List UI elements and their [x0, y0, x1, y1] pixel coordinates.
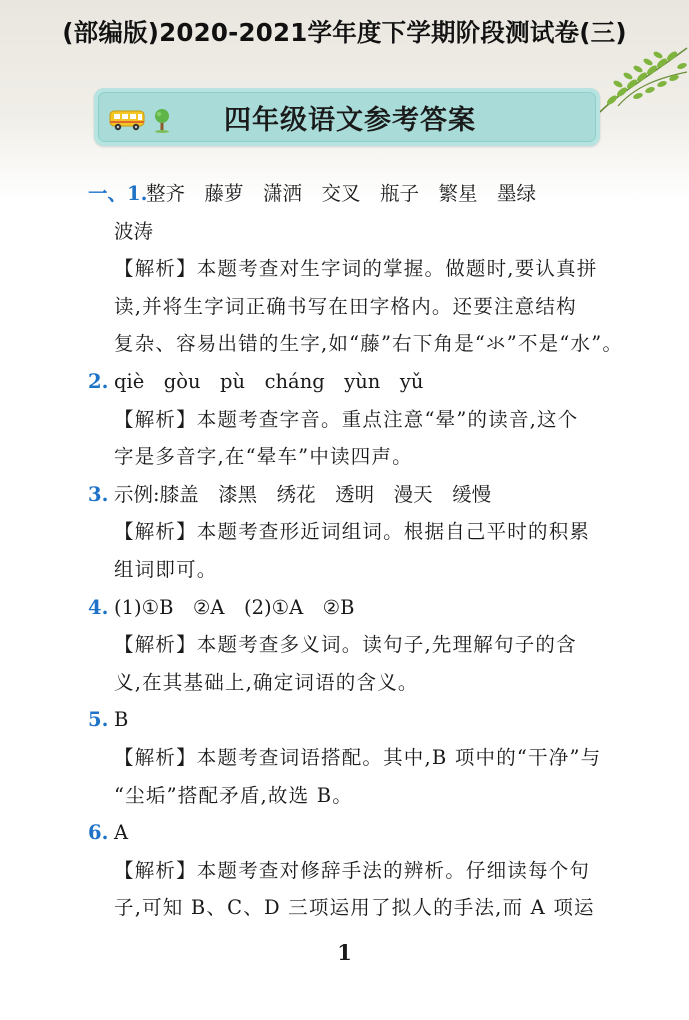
question-block — [88, 589, 608, 702]
analysis-line: 【解析】本题考查词语搭配。其中,B 项中的“干净”与 — [114, 745, 602, 769]
answer-line — [88, 701, 608, 739]
answer-sheet-title: 四年级语文参考答案 — [224, 104, 476, 136]
analysis-row — [88, 889, 608, 927]
analysis-line: 义,在其基础上,确定词语的含义。 — [114, 670, 419, 694]
analysis-line: 字是多音字,在“晕车”中读四声。 — [114, 445, 413, 469]
analysis-row — [88, 438, 608, 476]
question-block — [88, 701, 608, 814]
question-number: 一、1. — [88, 182, 148, 205]
question-number: 6. — [88, 821, 109, 845]
answer-text: A — [114, 821, 129, 845]
question-block — [88, 814, 608, 927]
analysis-row — [88, 288, 608, 326]
analysis-row — [88, 325, 624, 363]
answer-line — [88, 589, 608, 627]
analysis-line: “尘垢”搭配矛盾,故选 B。 — [114, 783, 353, 807]
analysis-row — [88, 250, 608, 288]
question-block — [88, 175, 624, 363]
analysis-row — [88, 739, 608, 777]
analysis-row — [88, 401, 608, 439]
answer-text: 整齐 藤萝 潇洒 交叉 瓶子 繁星 墨绿 — [146, 182, 537, 205]
analysis-line: 【解析】本题考查对生字词的掌握。做题时,要认真拼 — [114, 257, 598, 281]
answer-line — [88, 175, 608, 213]
title-banner — [94, 88, 600, 146]
answer-text: B — [114, 708, 129, 732]
analysis-row — [88, 664, 608, 702]
page-number: 1 — [337, 940, 352, 965]
analysis-line: 【解析】本题考查多义词。读句子,先理解句子的含 — [114, 633, 577, 657]
analysis-line: 【解析】本题考查对修辞手法的辨析。仔细读每个句 — [114, 858, 591, 882]
analysis-row — [88, 626, 608, 664]
analysis-row — [88, 777, 608, 815]
question-number: 5. — [88, 708, 109, 732]
analysis-line: 【解析】本题考查形近词组词。根据自己平时的积累 — [114, 520, 591, 544]
analysis-row — [88, 513, 608, 551]
answer-content — [88, 175, 624, 927]
question-number: 4. — [88, 595, 109, 619]
analysis-line: 组词即可。 — [114, 557, 218, 581]
analysis-line: 子,可知 B、C、D 三项运用了拟人的手法,而 A 项运 — [114, 896, 595, 920]
question-number: 2. — [88, 369, 109, 393]
answer-line — [88, 363, 608, 401]
answer-text: qiè gòu pù cháng yùn yǔ — [114, 369, 424, 393]
answer-text: 示例:膝盖 漆黑 绣花 透明 漫天 缓慢 — [114, 482, 492, 506]
answer-line — [88, 213, 608, 251]
analysis-line: 复杂、容易出错的生字,如“藤”右下角是“氺”不是“水”。 — [114, 332, 624, 356]
analysis-row — [88, 551, 608, 589]
analysis-row — [88, 852, 608, 890]
question-block — [88, 363, 608, 476]
answer-line — [88, 476, 608, 514]
question-number: 3. — [88, 482, 109, 506]
answer-text: (1)①B ②A (2)①A ②B — [114, 595, 355, 619]
analysis-line: 【解析】本题考查字音。重点注意“晕”的读音,这个 — [114, 407, 579, 431]
vine-decoration-icon — [598, 44, 689, 114]
page-header-title: (部编版)2020-2021学年度下学期阶段测试卷(三) — [62, 18, 627, 47]
answer-text: 波涛 — [114, 219, 154, 243]
analysis-line: 读,并将生字词正确书写在田字格内。还要注意结构 — [114, 294, 577, 318]
title-banner-inner — [98, 92, 596, 142]
answer-line — [88, 814, 608, 852]
question-block — [88, 476, 608, 589]
